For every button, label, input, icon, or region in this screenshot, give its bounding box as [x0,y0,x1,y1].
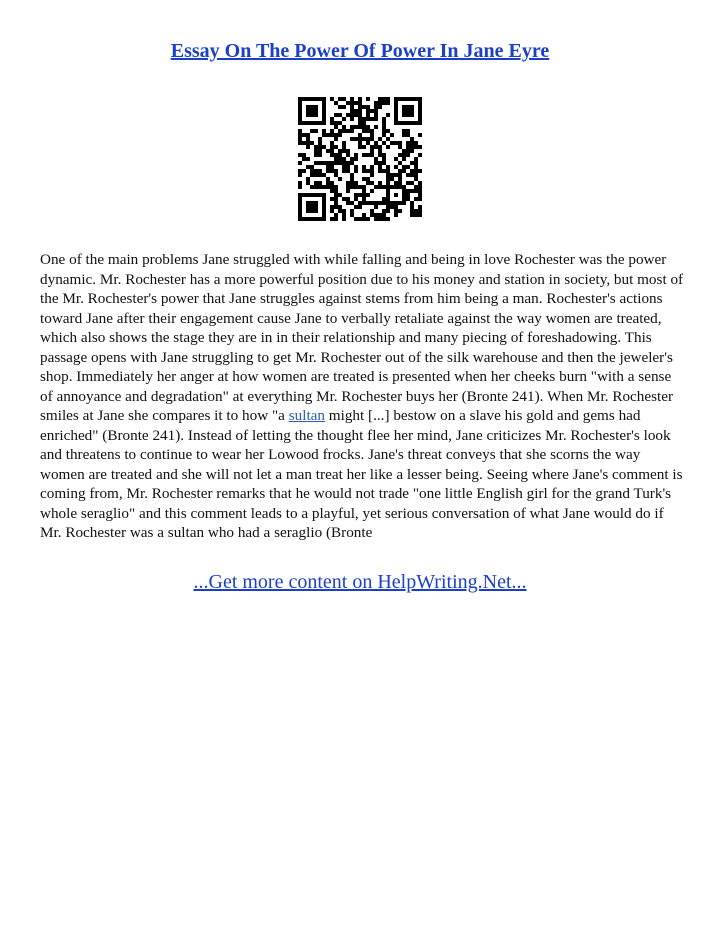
get-more-content-link[interactable]: ...Get more content on HelpWriting.Net... [193,571,527,593]
essay-body-part-2: might [...] bestow on a slave his gold and gems had enriched" (Bronte 241). Instead of letting the thought flee her mind, Jane criticizes Mr. Rochester's look and threatens to continue to wear her Lowood frocks. Jane's threat conveys that she scorns the way women are treated and she will not let a man treat her like a lesser being. Seeing where Jane's comment is coming from, Mr. Rochester remarks that he would not trade "one little English girl for the grand Turk's whole seraglio" and this comment leads to a playful, yet serious conversation of what Jane would do if Mr. Rochester was a sultan who had a seraglio (Bronte [40,407,683,541]
essay-body [40,250,686,543]
title-link[interactable]: Essay On The Power Of Power In Jane Eyre [170,40,550,62]
document-title [0,38,720,64]
sultan-link[interactable]: sultan [288,407,325,424]
get-more-content [0,569,720,595]
qr-code-icon [298,97,422,221]
essay-body-part-1: One of the main problems Jane struggled with while falling and being in love Rochester was the power dynamic. Mr. Rochester has a more powerful position due to his money and station in society, but most of the Mr. Rochester's power that Jane struggles against stems from him being a man. Rochester's actions toward Jane after their engagement cause Jane to verbally retaliate against the way women are treated, which also shows the stage they are in in their relationship and many piecing of foreshadowing. This passage opens with Jane struggling to get Mr. Rochester out of the silk warehouse and then the jeweler's shop. Immediately her anger at how women are treated is presented when her cheeks burn "with a sense of annoyance and degradation" at everything Mr. Rochester buys her (Bronte 241). When Mr. Rochester smiles at Jane she compares it to how "a [40,251,684,424]
